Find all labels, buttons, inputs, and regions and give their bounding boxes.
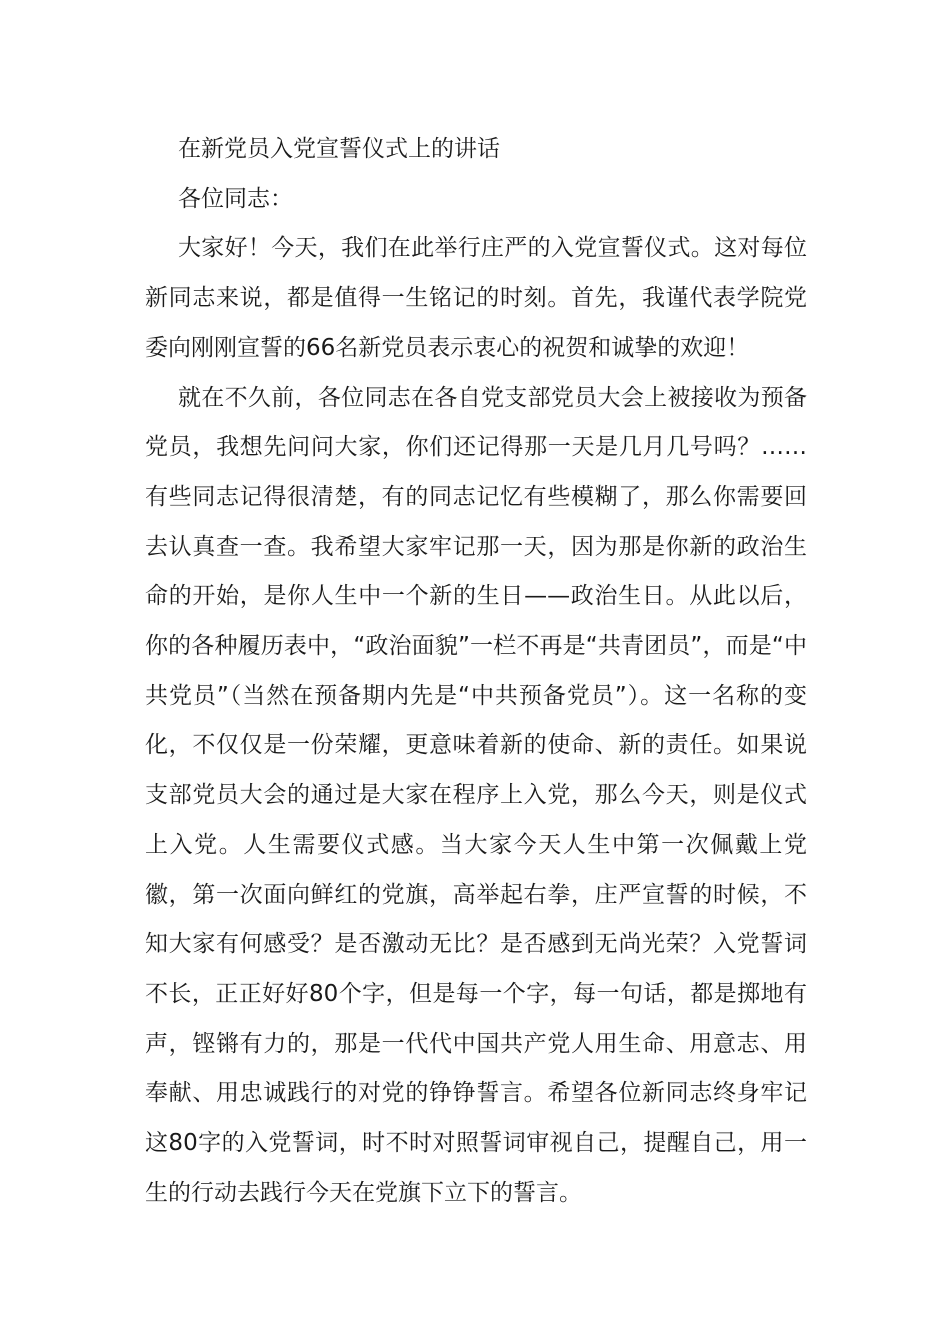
salutation: 各位同志： <box>178 185 293 212</box>
paragraph-main: 就在不久前，各位同志在各自党支部党员大会上被接收为预备党员，我想先问问大家，你们还记得那一天是几月几号吗？……有些同志记得很清楚，有的同志记忆有些模糊了，那么你需要回去认真查一查。我希望大家牢记那一天，因为那是你新的政治生命的开始，是你人生中一个新的生日——政治生日。从此以后，你的各种履历表中，“政治面貌”一栏不再是“共青团员”，而是“中共党员”（当然在预备期内先是“中共预备党员”）。这一名称的变化，不仅仅是一份荣耀，更意味着新的使命、新的责任。如果说支部党员大会的通过是大家在程序上入党，那么今天，则是仪式上入党。人生需要仪式感。当大家今天人生中第一次佩戴上党徽，第一次面向鲜红的党旗，高举起右拳，庄严宣誓的时候，不知大家有何感受？是否激动无比？是否感到无尚光荣？入党誓词不长，正正好好80个字，但是每一个字，每一句话，都是掷地有声，铿锵有力的，那是一代代中国共产党人用生命、用意志、用奉献、用忠诚践行的对党的铮铮誓言。希望各位新同志终身牢记这80字的入党誓词，时不时对照誓词审视自己，提醒自己，用一生的行动去践行今天在党旗下立下的誓言。 <box>145 384 807 1206</box>
document-body <box>145 125 807 1218</box>
paragraph-opening: 大家好！今天，我们在此举行庄严的入党宣誓仪式。这对每位新同志来说，都是值得一生铭记的时刻。首先，我谨代表学院党委向刚刚宣誓的66名新党员表示衷心的祝贺和诚挚的欢迎！ <box>145 235 807 361</box>
speech-title: 在新党员入党宣誓仪式上的讲话 <box>178 136 500 162</box>
